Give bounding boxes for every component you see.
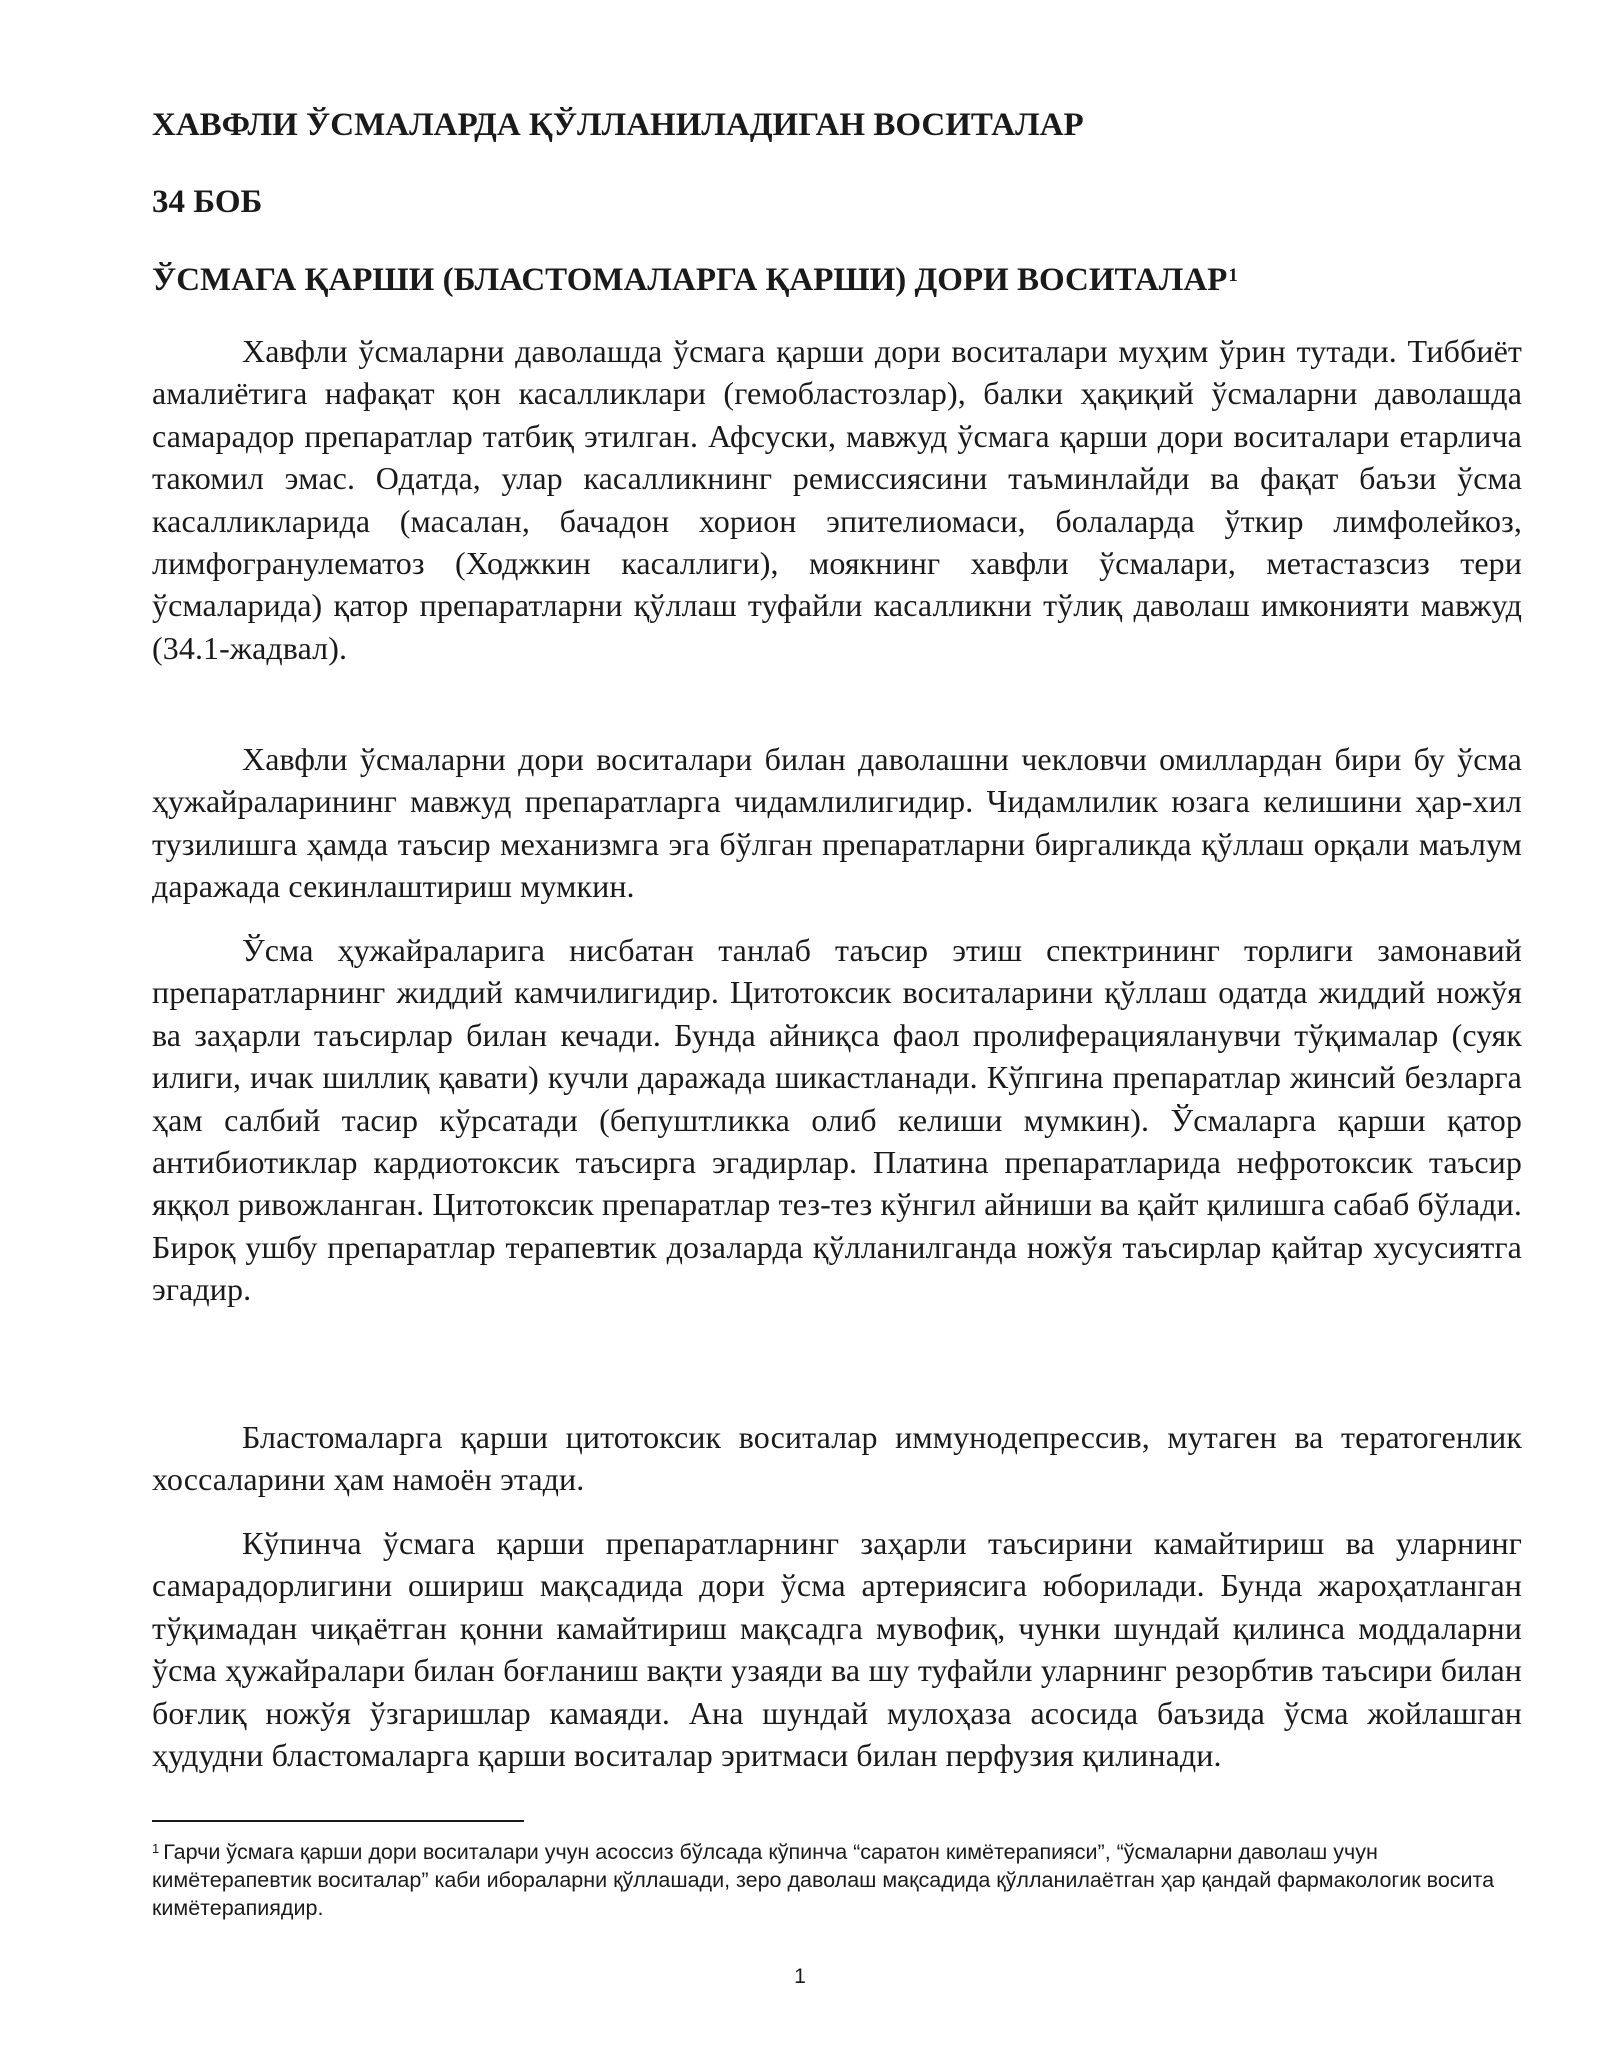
footnote-text: Гарчи ўсмага қарши дори воситалари учун асоссиз бўлсада кўпинча “саратон кимётерапияси”, “ўсмаларни даволаш учун кимётерапевтик воситалар” каби ибораларни қўллашади, зеро даволаш мақсадида қўлланилаётган ҳар қандай фармакологик восита кимётерапиядир.	[152, 1840, 1495, 1920]
body-paragraph: Бластомаларга қарши цитотоксик воситалар иммунодепрессив, мутаген ва тератогенлик хоссаларини ҳам намоён этади.	[152, 1419, 1522, 1498]
chapter-heading: 34 БОБ	[152, 184, 263, 220]
footnote	[152, 1838, 1522, 1922]
chapter-subtitle	[152, 260, 1238, 300]
footnote-separator	[152, 1820, 524, 1822]
body-paragraph: Кўпинча ўсмага қарши препаратларнинг заҳарли таъсирини камайтириш ва уларнинг самарадорлигини ошириш мақсадида дори ўсма артериясига юборилади. Бунда жароҳатланган тўқимадан чиқаётган қонни камайтириш мақсадга мувофиқ, чунки шундай қилинса моддаларни ўсма ҳужайралари билан боғланиш вақти узаяди ва шу туфайли уларнинг резорбтив таъсири билан боғлиқ ножўя ўзгаришлар камаяди. Ана шундай мулоҳаза асосида баъзида ўсма жойлашган ҳудудни бластомаларга қарши воситалар эритмаси билан перфузия қилинади.	[152, 1525, 1522, 1774]
body-paragraph: Хавфли ўсмаларни дори воситалари билан даволашни чекловчи омиллардан бири бу ўсма ҳужайраларининг мавжуд препаратларга чидамлилигидир. Чидамлилик юзага келишини ҳар-хил тузилишга ҳамда таъсир механизмга эга бўлган препаратларни биргаликда қўллаш орқали маълум даражада секинлаштириш мумкин.	[152, 741, 1522, 905]
section-title: ХАВФЛИ ЎСМАЛАРДА ҚЎЛЛАНИЛАДИГАН ВОСИТАЛАР	[152, 107, 1084, 143]
footnote-mark: 1	[152, 1841, 160, 1856]
body-paragraph: Хавфли ўсмаларни даволашда ўсмага қарши дори воситалари муҳим ўрин тутади. Тиббиёт амалиётига нафақат қон касалликлари (гемобластозлар), балки ҳақиқий ўсмаларни даволашда самарадор препаратлар татбиқ этилган. Афсуски, мавжуд ўсмага қарши дори воситалари етарлича такомил эмас. Одатда, улар касалликнинг ремиссиясини таъминлайди ва фақат баъзи ўсма касалликларида (масалан, бачадон хорион эпителиомаси, болаларда ўткир лимфолейкоз, лимфогранулематоз (Ходжкин касаллиги), моякнинг хавфли ўсмалари, метастазсиз тери ўсмаларида) қатор препаратларни қўллаш туфайли касалликни тўлиқ даволаш имконияти мавжуд (34.1-жадвал).	[152, 333, 1522, 666]
chapter-subtitle-text: ЎСМАГА ҚАРШИ (БЛАСТОМАЛАРГА ҚАРШИ) ДОРИ ВОСИТАЛАР	[152, 262, 1228, 298]
body-paragraph: Ўсма ҳужайраларига нисбатан танлаб таъсир этиш спектрининг торлиги замонавий препаратларнинг жиддий камчилигидир. Цитотоксик воситаларини қўллаш одатда жиддий ножўя ва заҳарли таъсирлар билан кечади. Бунда айниқса фаол пролиферацияланувчи тўқималар (суяк илиги, ичак шиллиқ қавати) кучли даражада шикастланади. Кўпгина препаратлар жинсий безларга ҳам салбий тасир кўрсатади (бепуштликка олиб келиши мумкин). Ўсмаларга қарши қатор антибиотиклар кардиотоксик таъсирга эгадирлар. Платина препаратларида нефротоксик таъсир яққол ривожланган. Цитотоксик препаратлар тез-тез кўнгил айниши ва қайт қилишга сабаб бўлади. Бироқ ушбу препаратлар терапевтик дозаларда қўлланилганда ножўя таъсирлар қайтар хусусиятга эгадир.	[152, 932, 1522, 1308]
footnote-reference[interactable]: 1	[1228, 265, 1238, 286]
page-number: 1	[794, 1965, 806, 1988]
